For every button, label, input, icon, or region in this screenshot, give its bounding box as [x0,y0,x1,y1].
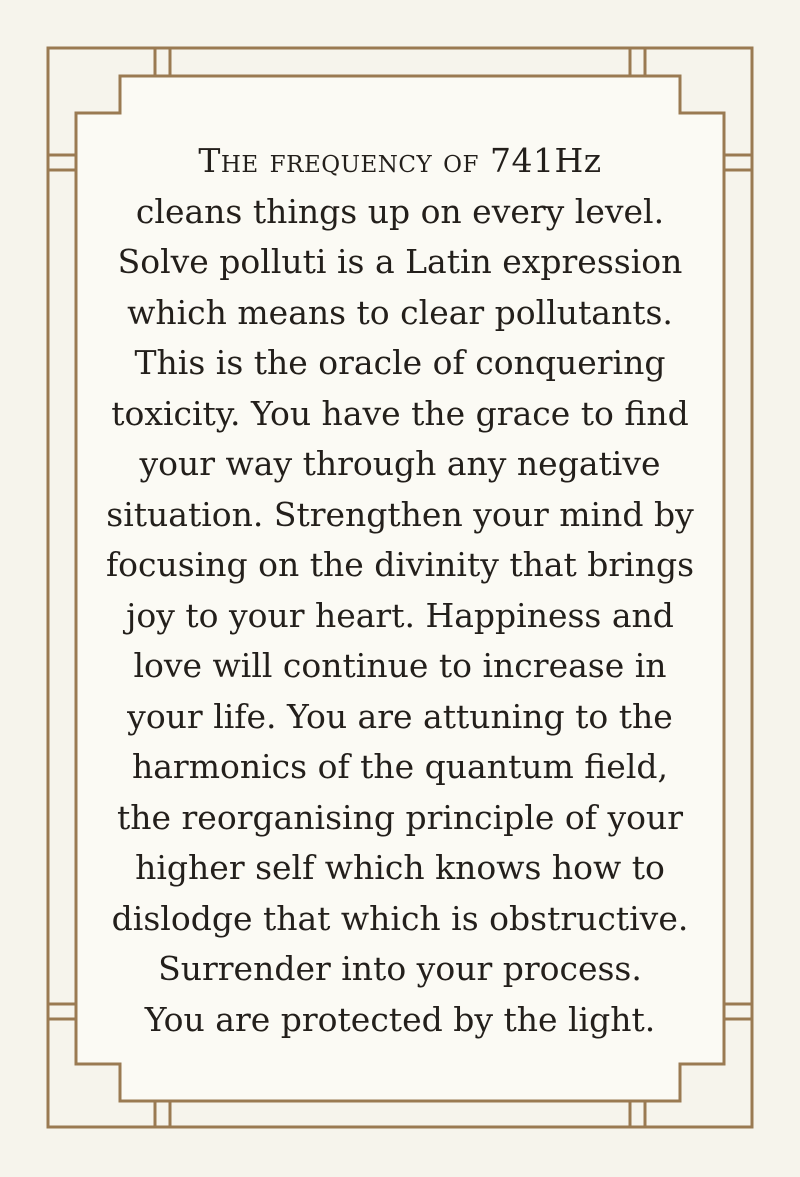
text-line: dislodge that which is obstructive. [111,898,689,938]
title-initial: T [198,141,221,180]
card-text [100,136,700,1045]
text-line: higher self which knows how to [135,848,665,887]
title-line [100,136,700,187]
text-line: situation. Strengthen your mind by [106,494,694,534]
text-line: which means to clear pollutants. [127,292,673,332]
text-line: You are protected by the light. [144,999,656,1039]
title-small-caps: he frequency of [220,141,479,180]
text-line: harmonics of the quantum field, [132,747,668,786]
text-line: This is the oracle of conquering [134,343,666,382]
frequency-value: 741Hz [490,141,602,180]
text-line: focusing on the divinity that brings [105,545,695,584]
text-line: your life. You are attuning to the [127,696,673,736]
text-line: Surrender into your process. [158,949,642,988]
text-line: love will continue to increase in [133,646,667,685]
text-line: your way through any negative [139,444,661,483]
text-line: Solve polluti is a Latin expression [117,242,683,281]
text-line: toxicity. You have the grace to find [111,393,689,433]
text-line: joy to your heart. Happiness and [126,595,674,635]
text-line: the reorganising principle of your [117,797,683,837]
text-line: cleans things up on every level. [135,191,665,231]
